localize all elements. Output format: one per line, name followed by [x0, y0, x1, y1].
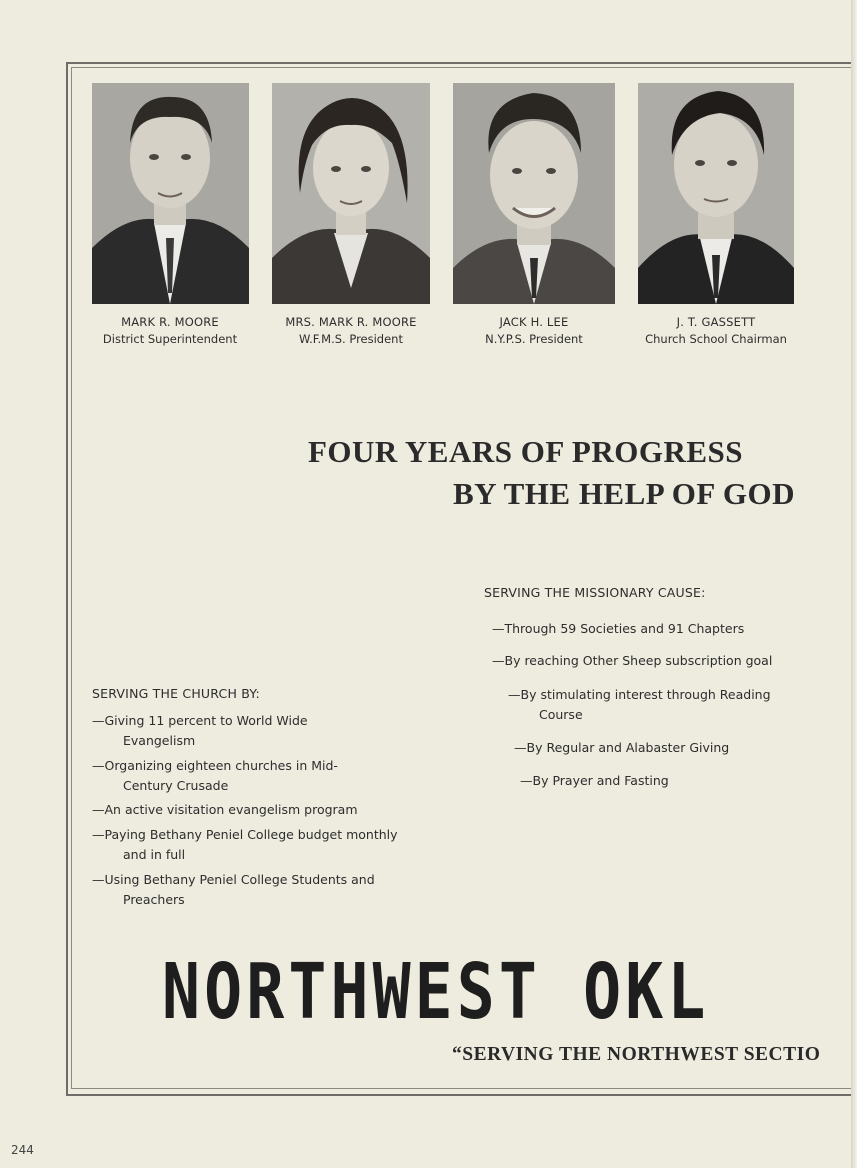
item-text: —Using Bethany Peniel College Students and — [92, 872, 375, 887]
item-text: —By reaching Other Sheep subscription goal — [492, 653, 773, 668]
page-gutter-edge — [851, 0, 857, 1168]
portrait-photo-mrs-moore — [272, 83, 430, 304]
headline-line-2: BY THE HELP OF GOD — [453, 476, 796, 511]
portrait-caption-2 — [261, 314, 441, 348]
missionary-item-2 — [492, 651, 812, 671]
church-item-3 — [92, 800, 422, 820]
missionary-heading: SERVING THE MISSIONARY CAUSE: — [484, 585, 706, 600]
item-text-continued: Evangelism — [123, 733, 196, 748]
portrait-caption-3 — [444, 314, 624, 348]
church-item-5 — [92, 870, 422, 910]
headline-line-1: FOUR YEARS OF PROGRESS — [308, 434, 743, 469]
item-text-continued: and in full — [123, 847, 186, 862]
portrait-photo-jt-gassett — [638, 83, 794, 304]
item-text: —Organizing eighteen churches in Mid- — [92, 758, 338, 773]
missionary-item-4 — [514, 738, 814, 758]
item-text-continued: Preachers — [123, 892, 185, 907]
item-text: —By Prayer and Fasting — [520, 773, 669, 788]
portrait-name: JACK H. LEE — [499, 315, 569, 329]
portrait-name: MRS. MARK R. MOORE — [285, 315, 417, 329]
item-text-continued: Century Crusade — [123, 778, 229, 793]
item-text: —Through 59 Societies and 91 Chapters — [492, 621, 745, 636]
portrait-photo-mark-moore — [92, 83, 249, 304]
portrait-photo-jack-lee — [453, 83, 615, 304]
missionary-item-3 — [508, 685, 808, 725]
portrait-caption-1 — [80, 314, 260, 348]
item-text: —Paying Bethany Peniel College budget monthly — [92, 827, 398, 842]
portrait-role: Church School Chairman — [645, 332, 787, 346]
portrait-name: MARK R. MOORE — [121, 315, 219, 329]
church-item-4 — [92, 825, 432, 865]
item-text: —Giving 11 percent to World Wide — [92, 713, 308, 728]
portrait-name: J. T. GASSETT — [676, 315, 756, 329]
church-heading: SERVING THE CHURCH BY: — [92, 686, 260, 701]
church-item-2 — [92, 756, 422, 796]
portrait-caption-4 — [626, 314, 806, 348]
portrait-role: N.Y.P.S. President — [485, 332, 583, 346]
item-text: —An active visitation evangelism program — [92, 802, 358, 817]
district-subtitle: “SERVING THE NORTHWEST SECTIO — [452, 1044, 821, 1065]
church-item-1 — [92, 711, 422, 751]
district-title: NORTHWEST OKL — [162, 948, 710, 1037]
item-text: —By Regular and Alabaster Giving — [514, 740, 730, 755]
missionary-item-1 — [492, 619, 812, 639]
item-text: —By stimulating interest through Reading — [508, 687, 771, 702]
portrait-role: District Superintendent — [102, 332, 238, 346]
page-number: 244 — [11, 1143, 34, 1157]
item-text-continued: Course — [539, 707, 583, 722]
missionary-item-5 — [520, 771, 820, 791]
portrait-role: W.F.M.S. President — [299, 332, 403, 346]
